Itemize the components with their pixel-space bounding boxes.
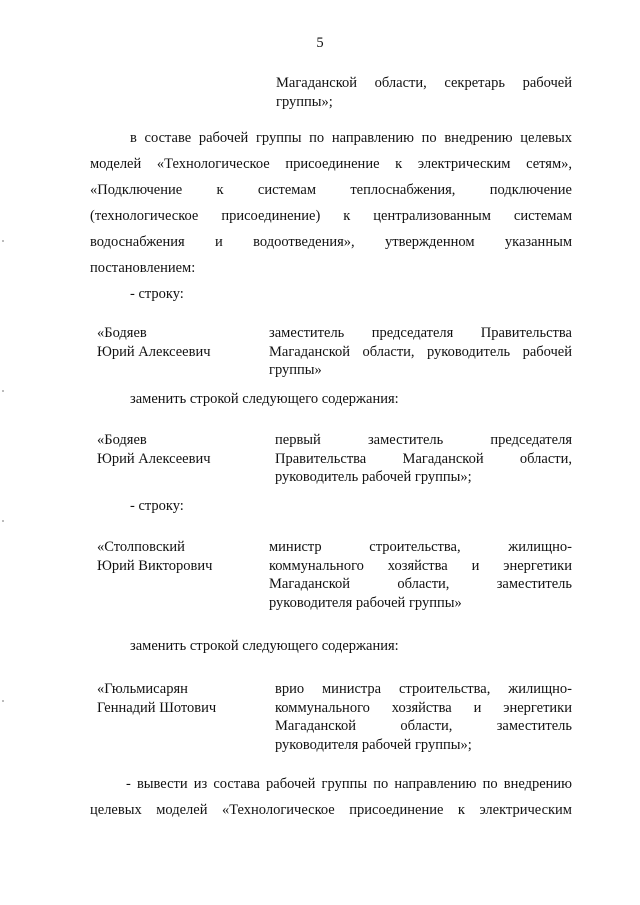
position-text: первый заместитель председателя: [275, 432, 572, 448]
person-name: Юрий Викторович: [97, 558, 213, 574]
replace-instruction: заменить строкой следующего содержания:: [130, 638, 399, 654]
position-text: руководитель рабочей группы»;: [275, 469, 472, 485]
person-name: «Бодяев: [97, 432, 147, 448]
scan-artifact: [2, 700, 4, 702]
position-text: коммунального хозяйства и энергетики: [275, 700, 572, 716]
replace-instruction: заменить строкой следующего содержания:: [130, 391, 399, 407]
position-text: заместитель председателя Правительства: [269, 325, 572, 341]
position-text: Магаданской области, руководитель рабочей: [269, 344, 572, 360]
position-text: Магаданской области, заместитель: [275, 718, 572, 734]
position-text: группы»: [269, 362, 322, 378]
person-name: «Бодяев: [97, 325, 147, 341]
paragraph-line: в составе рабочей группы по направлению по внедрению целевых: [130, 130, 572, 146]
top-fragment-line: группы»;: [276, 94, 333, 110]
position-text: врио министра строительства, жилищно-: [275, 681, 572, 697]
person-name: Юрий Алексеевич: [97, 451, 211, 467]
paragraph-line: (технологическое присоединение) к централизованным системам: [90, 208, 572, 224]
paragraph-line: целевых моделей «Технологическое присоединение к электрическим: [90, 802, 572, 818]
page-number: 5: [316, 35, 324, 51]
scan-artifact: [2, 390, 4, 392]
person-name: Геннадий Шотович: [97, 700, 217, 716]
scan-artifact: [2, 520, 4, 522]
paragraph-line: - вывести из состава рабочей группы по направлению по внедрению: [126, 776, 572, 792]
position-text: коммунального хозяйства и энергетики: [269, 558, 572, 574]
instruction-line: - строку:: [130, 286, 184, 302]
paragraph-line: постановлением:: [90, 260, 196, 276]
person-name: «Гюльмисарян: [97, 681, 188, 697]
position-text: руководителя рабочей группы»: [269, 595, 462, 611]
position-text: министр строительства, жилищно-: [269, 539, 572, 555]
person-name: Юрий Алексеевич: [97, 344, 211, 360]
position-text: Правительства Магаданской области,: [275, 451, 572, 467]
paragraph-line: моделей «Технологическое присоединение к электрическим сетям»,: [90, 156, 572, 172]
scan-artifact: [2, 240, 4, 242]
position-text: руководителя рабочей группы»;: [275, 737, 472, 753]
top-fragment-line: Магаданской области, секретарь рабочей: [276, 75, 572, 91]
position-text: Магаданской области, заместитель: [269, 576, 572, 592]
person-name: «Столповский: [97, 539, 185, 555]
instruction-line: - строку:: [130, 498, 184, 514]
paragraph-line: водоснабжения и водоотведения», утвержденном указанным: [90, 234, 572, 250]
paragraph-line: «Подключение к системам теплоснабжения, подключение: [90, 182, 572, 198]
